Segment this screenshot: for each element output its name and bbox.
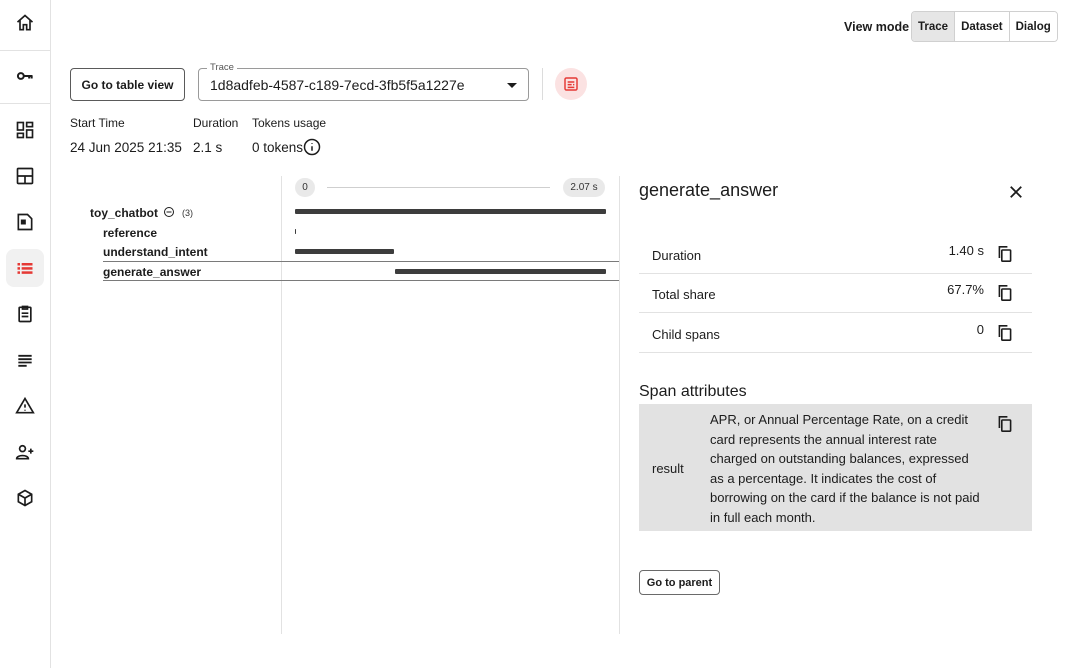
view-mode-toggle <box>911 11 1058 42</box>
span-bar-toy-chatbot[interactable] <box>295 209 606 214</box>
start-time-value: 24 Jun 2025 21:35 <box>70 140 182 155</box>
duration-label: Duration <box>193 116 239 130</box>
panel-divider <box>619 176 620 634</box>
close-icon[interactable] <box>1007 183 1025 201</box>
span-bar-generate-answer[interactable] <box>395 269 606 274</box>
span-attributes-title: Span attributes <box>639 383 747 400</box>
layout-icon[interactable] <box>6 157 44 195</box>
tree-node-reference[interactable]: reference <box>103 226 158 240</box>
attribute-value: APR, or Annual Percentage Rate, on a credit card represents the annual interest rate charged on outstanding balances, expressed as a percentage. It indicates the cost of borrowing on the card if the balance is not paid in full each month. <box>710 412 980 525</box>
stat-row-duration <box>639 234 1032 274</box>
tokens-usage-label: Tokens usage <box>252 116 327 130</box>
warning-icon[interactable] <box>6 387 44 425</box>
tokens-usage-value: 0 tokens <box>252 140 304 155</box>
copy-icon[interactable] <box>997 415 1013 433</box>
trace-select-label: Trace <box>207 62 237 73</box>
attribute-key: result <box>652 461 684 476</box>
stat-row-child-spans <box>639 313 1032 353</box>
add-user-icon[interactable] <box>6 433 44 471</box>
selected-row-bottom-border <box>103 280 619 281</box>
stat-label: Child spans <box>652 327 720 342</box>
span-detail-title: generate_answer <box>639 180 779 200</box>
lines-icon[interactable] <box>6 341 44 379</box>
summary-icon <box>563 76 579 92</box>
trace-select[interactable] <box>198 62 529 101</box>
child-count-badge: (3) <box>182 208 193 218</box>
tree-node-generate-answer[interactable]: generate_answer <box>103 265 202 279</box>
copy-icon[interactable] <box>997 245 1013 263</box>
duration-value: 2.1 s <box>193 140 223 155</box>
start-time-label: Start Time <box>70 116 125 130</box>
view-mode-trace[interactable]: Trace <box>912 12 955 41</box>
timeline-start-label: 0 <box>295 178 315 197</box>
attribute-row-result <box>639 404 1032 531</box>
stat-label: Duration <box>652 248 702 263</box>
list-icon[interactable] <box>6 249 44 287</box>
stat-row-total-share <box>639 273 1032 313</box>
caret-down-icon <box>507 83 517 88</box>
timeline-axis <box>327 187 550 188</box>
cube-icon[interactable] <box>6 479 44 517</box>
go-to-parent-button[interactable]: Go to parent <box>639 570 720 595</box>
stat-value: 67.7% <box>947 282 984 297</box>
document-icon[interactable] <box>6 203 44 241</box>
span-bar-reference[interactable] <box>295 229 296 234</box>
go-to-table-view-button[interactable]: Go to table view <box>70 68 185 101</box>
tree-root-name[interactable]: toy_chatbot <box>90 206 159 220</box>
view-mode-dataset[interactable]: Dataset <box>955 12 1010 41</box>
toolbar-divider <box>542 68 543 100</box>
trace-summary-button[interactable] <box>555 68 587 100</box>
span-bar-understand-intent[interactable] <box>295 249 394 254</box>
info-icon[interactable] <box>303 138 321 156</box>
view-mode-label: View mode <box>844 20 910 34</box>
sidebar <box>0 0 51 668</box>
timeline-end-label: 2.07 s <box>563 178 605 197</box>
trace-select-value: 1d8adfeb-4587-c189-7ecd-3fb5f5a1227e <box>210 77 465 93</box>
tree-divider <box>281 176 282 634</box>
sidebar-divider <box>0 50 51 51</box>
copy-icon[interactable] <box>997 284 1013 302</box>
home-icon[interactable] <box>6 4 44 42</box>
clipboard-icon[interactable] <box>6 295 44 333</box>
tree-node-understand-intent[interactable]: understand_intent <box>103 245 208 259</box>
selected-row-top-border <box>103 261 619 262</box>
key-icon[interactable] <box>6 57 44 95</box>
stat-value: 1.40 s <box>948 243 984 258</box>
stat-label: Total share <box>652 287 716 302</box>
dashboard-icon[interactable] <box>6 111 44 149</box>
view-mode-dialog[interactable]: Dialog <box>1010 12 1057 41</box>
copy-icon[interactable] <box>997 324 1013 342</box>
collapse-icon[interactable] <box>163 206 175 218</box>
sidebar-divider <box>0 103 51 104</box>
stat-value: 0 <box>976 322 984 337</box>
